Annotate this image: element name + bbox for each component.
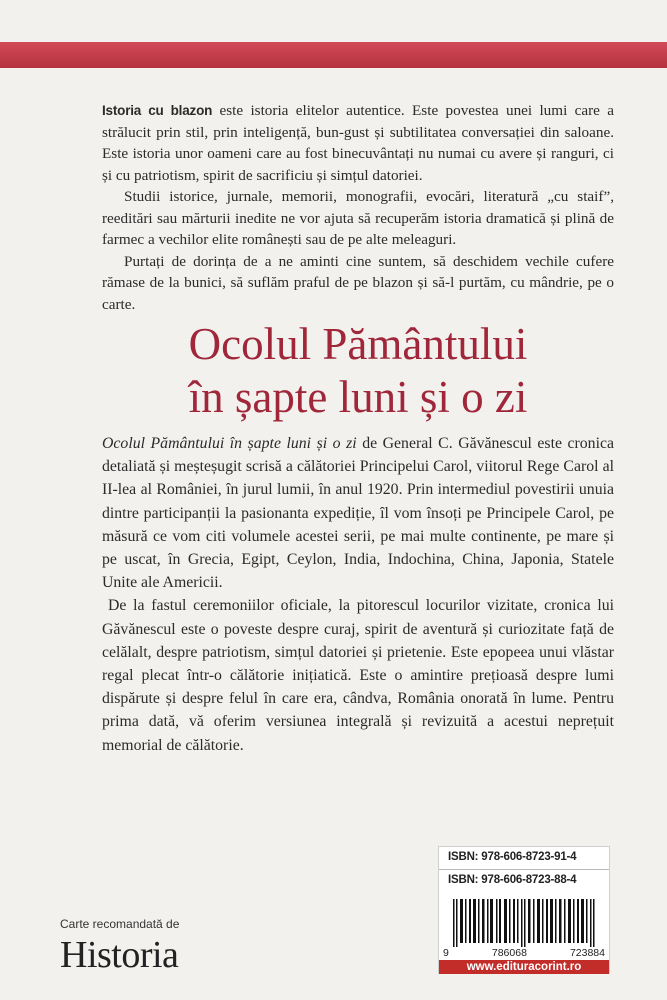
series-name: Istoria cu blazon (102, 103, 213, 118)
isbn-divider (439, 869, 609, 870)
intro-paragraph-3: Purtați de dorința de a ne aminti cine suntem, să deschidem vechile cufere rămase de la bunici, să suflăm praful de pe blazon și să-l purtăm, cu mândrie, pe o carte. (102, 252, 614, 313)
description-paragraph-2: De la fastul ceremoniilor oficiale, la pitorescul locurilor vizitate, cronica lui Găvănescul este o poveste despre curaj, spirit de aventură și curiozitate față de celălalt, despre patriotism, simțul datoriei și prietenie. Este epopeea unui vlăstar regal plecat într-o călătorie inițiatică. Este o amintire prețioasă despre lumi dispărute și despre felul în care era, cândva, România onorată în lume. Pentru prima dată, vă oferim versiunea integrală și revizuită a acestui neprețuit memorial de călătorie. (102, 597, 614, 754)
recommendation-label: Carte recomandată de (60, 917, 180, 931)
historia-logo: Historia (60, 934, 179, 976)
book-title-line-2: în șapte luni și o zi (188, 372, 528, 422)
barcode-icon (451, 899, 601, 947)
book-title-line-1: Ocolul Pământului (188, 319, 528, 369)
barcode-box (438, 846, 610, 974)
book-description (102, 432, 614, 757)
barcode-digits: 9 786068 723884 (443, 947, 605, 959)
intro-paragraph-1: Istoria cu blazon este istoria elitelor autentice. Este povestea unei lumi care a strălucit prin stil, prin inteligență, bun-gust și subtilitatea conversației din saloane. Este istoria unor oameni care au fost binecuvântați nu numai cu avere și ranguri, ci și cu patriotism, spirit de sacrificiu și simțul datoriei. (102, 102, 614, 184)
series-intro (102, 100, 614, 315)
description-paragraph-1: Ocolul Pământului în șapte luni și o zi de General C. Găvănescul este cronica detaliată și meșteșugit scrisă a călătoriei Principelui Carol, viitorul Rege Carol al II-lea al României, în jurul lumii, în anul 1920. Prin intermediul povestirii unuia dintre participanții la pasionanta expediție, îl vom însoți pe Principele Carol, pe măsură ce vom citi volumele acestei serii, pe mai multe continente, pe mare și pe uscat, în Grecia, Egipt, Ceylon, India, Indochina, China, Japonia, Statele Unite ale Americii. (102, 435, 614, 592)
book-title (102, 318, 614, 424)
isbn-line-1: ISBN: 978-606-8723-91-4 (448, 851, 577, 863)
intro-paragraph-2: Studii istorice, jurnale, memorii, monografii, evocări, literatură „cu staif”, reeditări sau mărturii inedite ne vor ajuta să recuperăm istoria dramatică și plină de farmec a vechilor elite românești sau de pe alte meleaguri. (102, 188, 614, 248)
top-red-band (0, 42, 667, 68)
isbn-line-2: ISBN: 978-606-8723-88-4 (448, 874, 577, 886)
book-title-italic: Ocolul Pământului în șapte luni și o zi (102, 435, 357, 452)
publisher-website[interactable]: www.edituracorint.ro (439, 960, 609, 974)
